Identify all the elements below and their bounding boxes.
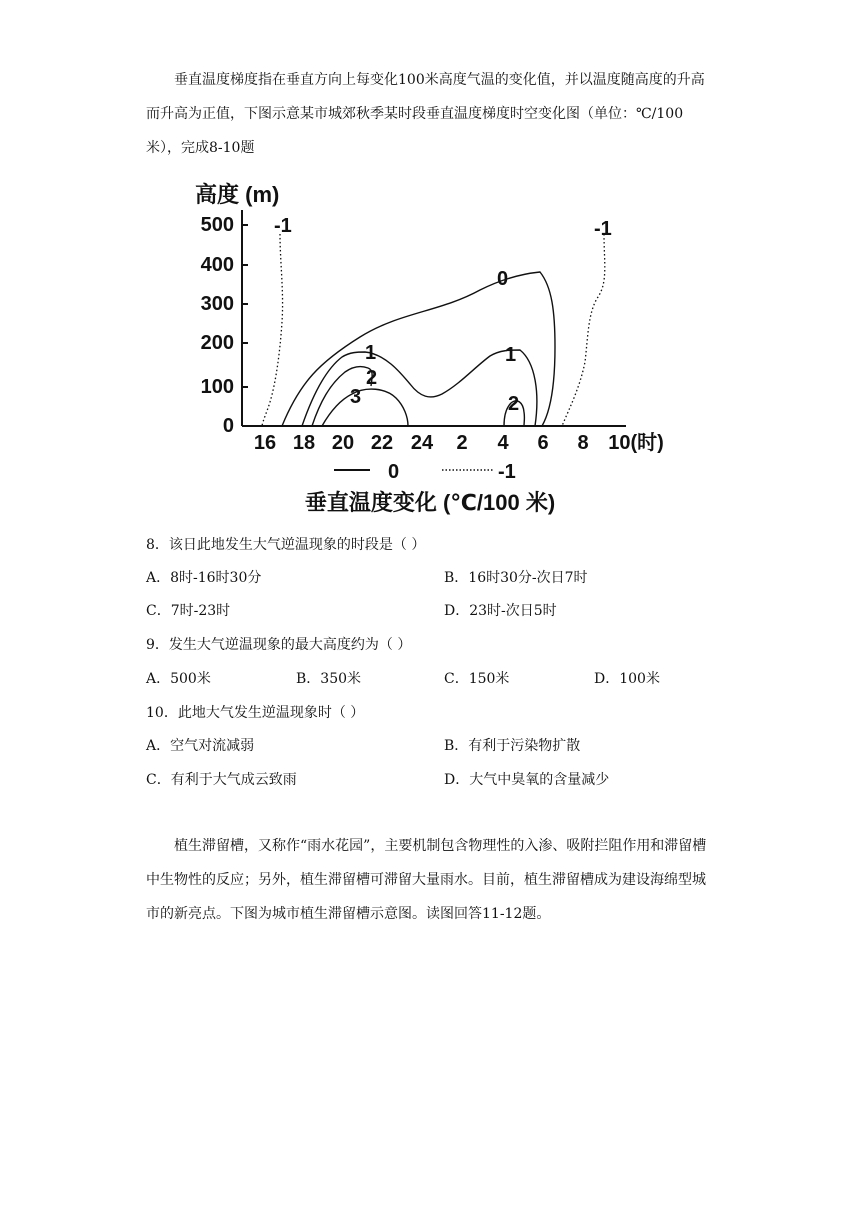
x-axis-title: 垂直温度变化 (℃/100 米) [304,490,556,515]
second-paragraph-text: 植生滞留槽，又称作“雨水花园”，主要机制包含物理性的入渗、吸附拦阻作用和滞留槽中生物性的反应；另外，植生滞留槽可滞留大量雨水。目前，植生滞留槽成为建设海绵型城市的新亮点。下图为城市植生滞留槽示意图。读图回答11-12题。 [146,838,707,922]
intro-text: 垂直温度梯度指在垂直方向上每变化100米高度气温的变化值，并以温度随高度的升高而升高为正值，下图示意某市城郊秋季某时段垂直温度梯度时空变化图（单位：℃/100米），完成8-10题 [146,72,705,156]
y-tick-400: 400 [200,254,234,276]
temperature-gradient-figure [190,172,690,522]
contour-line-3 [322,389,408,426]
question-10-stem: 10．此地大气发生逆温现象时（ ） [146,705,365,721]
question-10-option-b[interactable]: B．有利于污染物扩散 [444,738,581,754]
question-9-option-d[interactable]: D．100米 [594,671,660,687]
x-tick-24: 24 [410,432,434,454]
x-tick-8: 8 [577,432,589,454]
contour-line-2-left [312,367,372,426]
intro-paragraph [146,63,718,165]
contour-line-minus1-left [262,234,283,426]
question-8-option-d[interactable]: D．23时-次日5时 [444,603,557,619]
y-axis-title: 高度 (m) [195,182,280,207]
question-9-option-c[interactable]: C．150米 [444,671,510,687]
question-9-stem: 9．发生大气逆温现象的最大高度约为（ ） [146,637,412,653]
question-8-option-a[interactable]: A．8时-16时30分 [146,570,262,586]
question-8-option-c[interactable]: C．7时-23时 [146,603,231,619]
question-10-option-c[interactable]: C．有利于大气成云致雨 [146,772,297,788]
question-8-option-b[interactable]: B．16时30分-次日7时 [444,570,588,586]
y-tick-0: 0 [222,415,234,437]
contour-label-2-left: 2 [366,367,378,389]
question-10-option-a[interactable]: A．空气对流减弱 [146,738,255,754]
x-tick-2: 2 [456,432,468,454]
contour-label-3: 3 [350,386,362,408]
legend [334,461,516,483]
legend-label-0: 0 [388,461,400,483]
legend-label-minus1: -1 [498,461,516,483]
x-tick-20: 20 [331,432,355,454]
contour-label-2-right: 2 [508,393,520,415]
y-tick-200: 200 [200,332,234,354]
contour-label-minus1-right: -1 [594,218,612,240]
contour-line-1 [302,350,537,426]
contour-label-0: 0 [497,268,509,290]
y-tick-300: 300 [200,293,234,315]
contour-line-minus1-right [562,234,605,426]
y-tick-500: 500 [200,214,234,236]
x-tick-18: 18 [292,432,316,454]
contour-label-1-right: 1 [505,344,517,366]
question-8-stem: 8．该日此地发生大气逆温现象的时段是（ ） [146,537,426,553]
question-9-option-a[interactable]: A．500米 [146,671,211,687]
x-tick-22: 22 [370,432,394,454]
y-tick-100: 100 [200,376,234,398]
x-tick-6: 6 [537,432,549,454]
contour-label-minus1-left: -1 [274,215,292,237]
contour-label-1-left: 1 [365,342,377,364]
question-9-option-b[interactable]: B．350米 [296,671,362,687]
x-tick-4: 4 [497,432,509,454]
contour-chart [190,172,690,522]
x-tick-16: 16 [253,432,277,454]
second-paragraph [146,829,718,931]
question-10-option-d[interactable]: D．大气中臭氧的含量减少 [444,772,610,788]
x-tick-10: 10(时) [608,432,664,454]
